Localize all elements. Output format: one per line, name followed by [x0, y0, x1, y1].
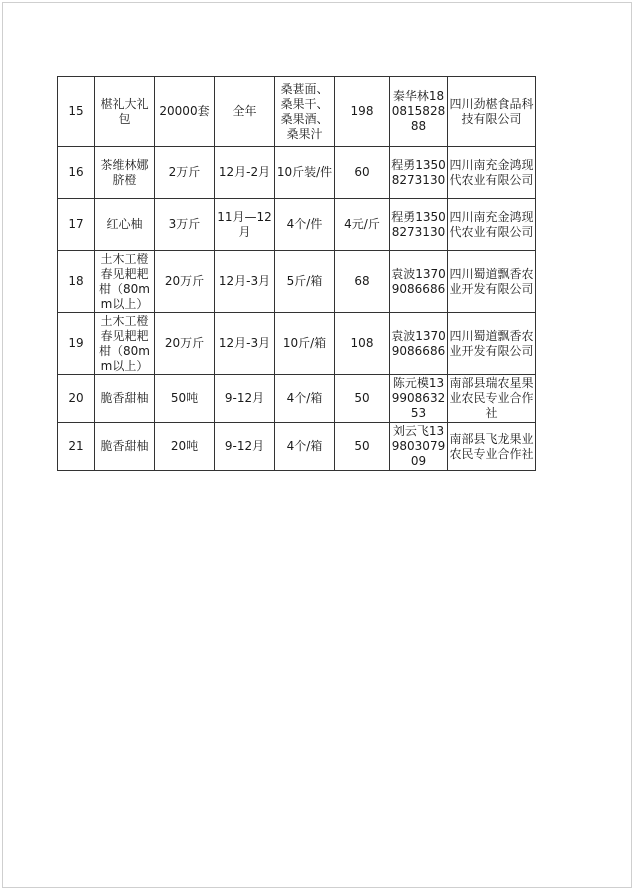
specification: 桑葚面、桑果干、桑果酒、桑果汁	[275, 77, 335, 147]
contact: 程勇13508273130	[390, 147, 448, 199]
table-row	[58, 77, 536, 147]
product-name: 茶维林娜脐橙	[95, 147, 155, 199]
price: 198	[335, 77, 390, 147]
price: 108	[335, 313, 390, 375]
row-number: 19	[58, 313, 95, 375]
quantity: 50吨	[155, 375, 215, 423]
row-number: 20	[58, 375, 95, 423]
contact: 程勇13508273130	[390, 199, 448, 251]
product-name: 椹礼大礼包	[95, 77, 155, 147]
table-row	[58, 251, 536, 313]
row-number: 17	[58, 199, 95, 251]
product-table	[57, 76, 536, 471]
specification: 10斤装/件	[275, 147, 335, 199]
table-row	[58, 147, 536, 199]
row-number: 21	[58, 423, 95, 471]
company: 南部县瑞农星果业农民专业合作社	[448, 375, 536, 423]
contact: 袁波13709086686	[390, 313, 448, 375]
quantity: 2万斤	[155, 147, 215, 199]
contact: 袁波13709086686	[390, 251, 448, 313]
product-name: 土木工橙春见耙耙柑（80mm以上）	[95, 251, 155, 313]
supply-period: 全年	[215, 77, 275, 147]
table-row	[58, 375, 536, 423]
contact: 陈元模13990863253	[390, 375, 448, 423]
price: 68	[335, 251, 390, 313]
price: 4元/斤	[335, 199, 390, 251]
product-name: 脆香甜柚	[95, 375, 155, 423]
price: 60	[335, 147, 390, 199]
table-row	[58, 423, 536, 471]
price: 50	[335, 375, 390, 423]
company: 四川南充金鸿现代农业有限公司	[448, 199, 536, 251]
specification: 4个/箱	[275, 423, 335, 471]
row-number: 18	[58, 251, 95, 313]
row-number: 16	[58, 147, 95, 199]
quantity: 20000套	[155, 77, 215, 147]
quantity: 20万斤	[155, 313, 215, 375]
row-number: 15	[58, 77, 95, 147]
specification: 4个/件	[275, 199, 335, 251]
specification: 10斤/箱	[275, 313, 335, 375]
contact: 刘云飞13980307909	[390, 423, 448, 471]
contact: 秦华林18081582888	[390, 77, 448, 147]
quantity: 20吨	[155, 423, 215, 471]
quantity: 3万斤	[155, 199, 215, 251]
supply-period: 12月-2月	[215, 147, 275, 199]
price: 50	[335, 423, 390, 471]
product-name: 红心柚	[95, 199, 155, 251]
supply-period: 12月-3月	[215, 251, 275, 313]
product-name: 土木工橙春见耙耙柑（80mm以上）	[95, 313, 155, 375]
company: 四川劲椹食品科技有限公司	[448, 77, 536, 147]
company: 四川南充金鸿现代农业有限公司	[448, 147, 536, 199]
table-row	[58, 313, 536, 375]
specification: 4个/箱	[275, 375, 335, 423]
company: 四川蜀道飘香农业开发有限公司	[448, 313, 536, 375]
supply-period: 9-12月	[215, 423, 275, 471]
company: 南部县飞龙果业农民专业合作社	[448, 423, 536, 471]
company: 四川蜀道飘香农业开发有限公司	[448, 251, 536, 313]
supply-period: 12月-3月	[215, 313, 275, 375]
product-name: 脆香甜柚	[95, 423, 155, 471]
table-row	[58, 199, 536, 251]
specification: 5斤/箱	[275, 251, 335, 313]
supply-period: 9-12月	[215, 375, 275, 423]
quantity: 20万斤	[155, 251, 215, 313]
supply-period: 11月—12月	[215, 199, 275, 251]
